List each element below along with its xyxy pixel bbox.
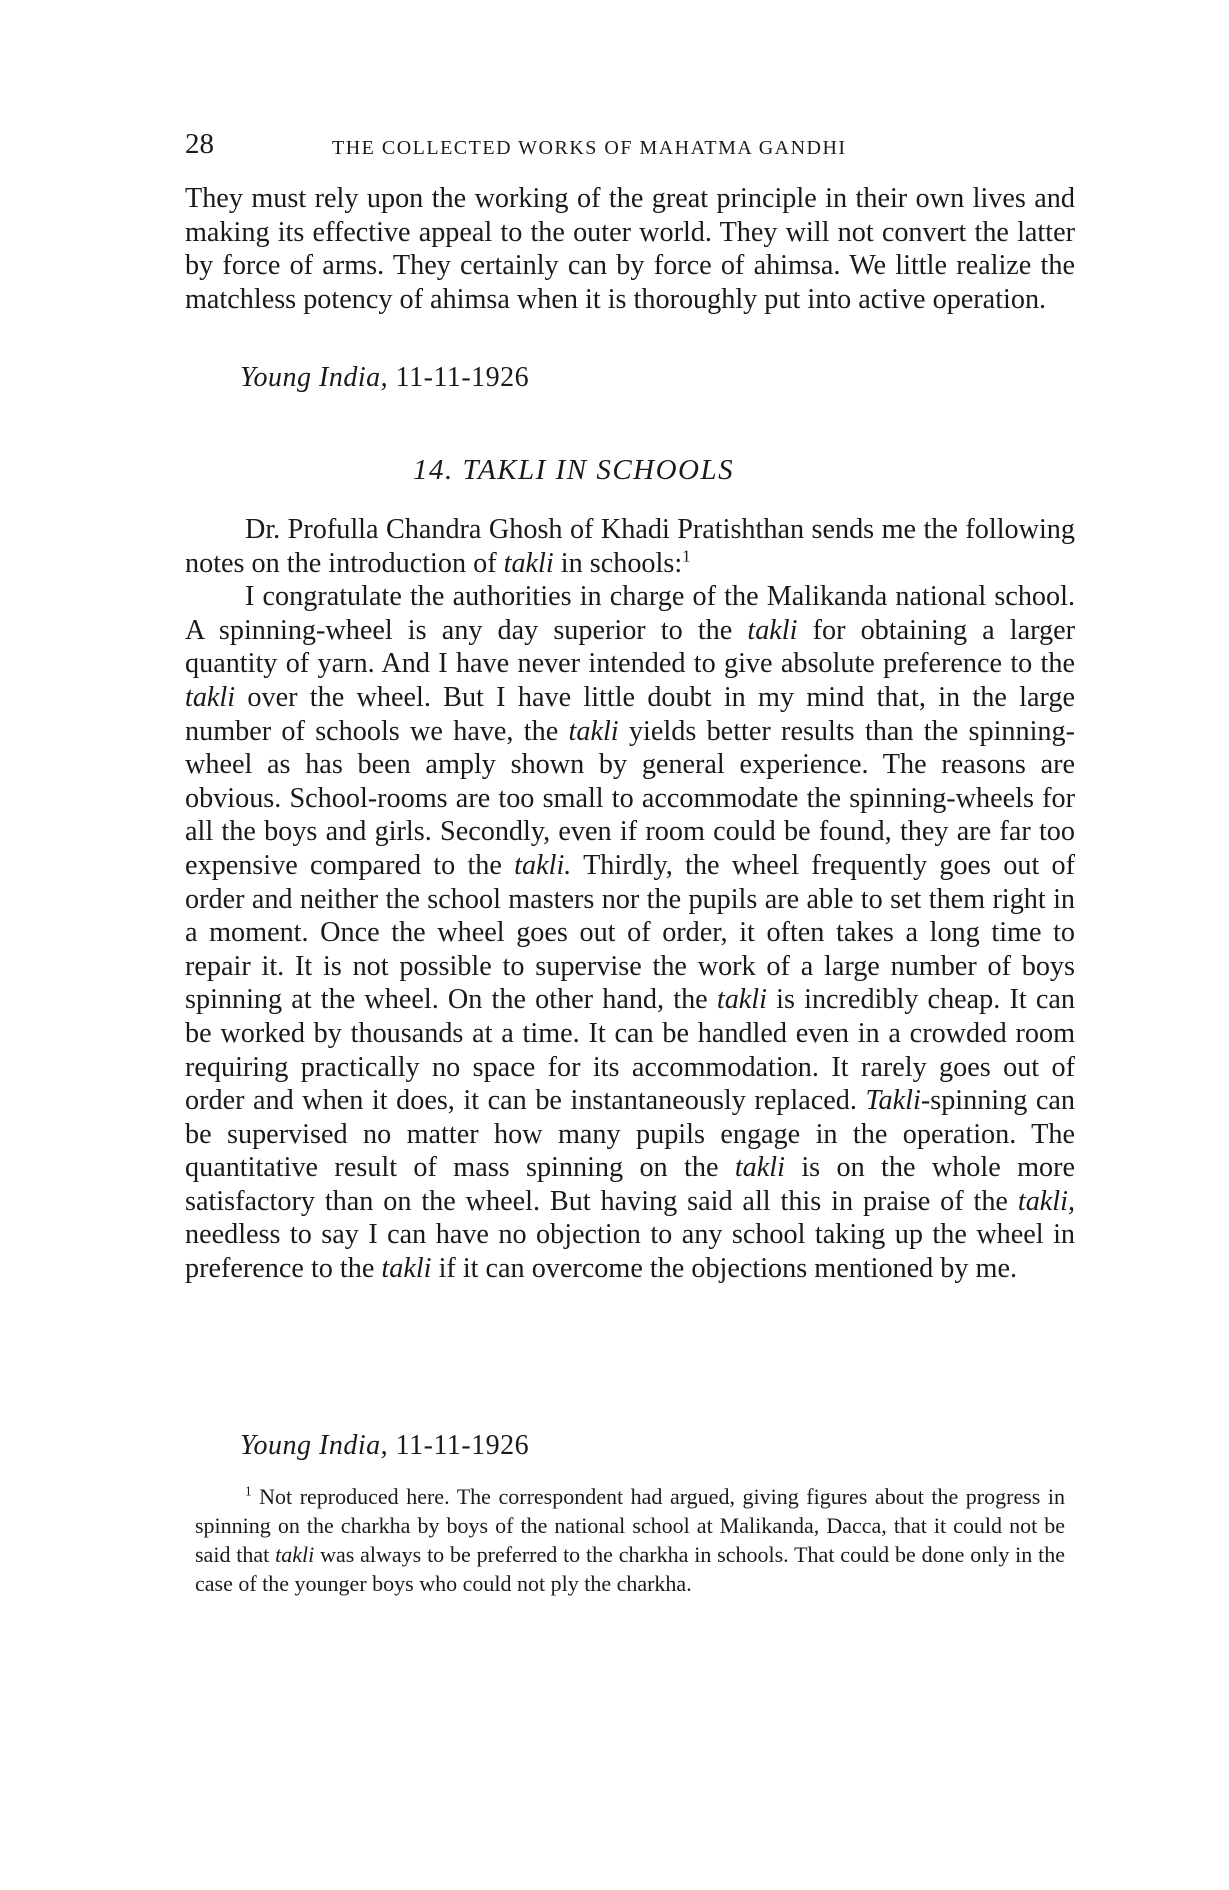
article-paragraph-1: Dr. Profulla Chandra Ghosh of Khadi Pratishthan sends me the following notes on the introduction of takli in schools:$^1$ bbox=[185, 514, 1075, 579]
article-source bbox=[240, 1430, 529, 1462]
continuation-paragraph bbox=[185, 182, 1075, 316]
source-date: 11-11-1926 bbox=[395, 1430, 530, 1461]
article-heading: 14. TAKLI IN SCHOOLS bbox=[413, 454, 735, 486]
footnote bbox=[195, 1482, 1065, 1598]
continuation-text: They must rely upon the working of the great principle in their own lives and making its effective appeal to the outer world. They will not convert the latter by force of arms. They certainly can by force of ahimsa. We little realize the matchless potency of ahimsa when it is thoroughly put into active operation. bbox=[185, 183, 1075, 315]
article-body bbox=[185, 513, 1075, 1286]
source-date: 11-11-1926 bbox=[395, 362, 530, 393]
continuation-source bbox=[240, 362, 529, 394]
running-head bbox=[185, 128, 1075, 168]
footnote-ref[interactable]: 1 bbox=[682, 546, 691, 566]
footnote-text: $^1$ Not reproduced here. The correspondent had argued, giving figures about the progress in spinning on the charkha by boys of the national school at Malikanda, Dacca, that it could not be said that takli was always to be preferred to the charkha in schools. That could be done only in the case of the younger boys who could not ply the charkha. bbox=[195, 1483, 1066, 1596]
source-publication: Young India, bbox=[240, 1430, 389, 1461]
footnote-marker: 1 bbox=[245, 1483, 252, 1499]
source-publication: Young India, bbox=[240, 362, 389, 393]
article-paragraph-2: I congratulate the authorities in charge of the Malikanda national school. A spinning-wheel is any day superior to the takli for obtaining a larger quantity of yarn. And I have never intended to give absolute preference to the takli over the wheel. But I have little doubt in my mind that, in the large number of schools we have, the takli yields better results than the spinning-wheel as has been amply shown by general experience. The reasons are obvious. School-rooms are too small to accommodate the spinning-wheels for all the boys and girls. Secondly, even if room could be found, they are far too expensive compared to the takli. Thirdly, the wheel frequently goes out of order and neither the school masters nor the pupils are able to set them right in a moment. Once the wheel goes out of order, it often takes a long time to repair it. It is not possible to supervise the work of a large number of boys spinning at the wheel. On the other hand, the takli is incredibly cheap. It can be worked by thousands at a time. It can be handled even in a crowded room requiring practically no space for its accommodation. It rarely goes out of order and when it does, it can be instantaneously replaced. Takli-spinning can be supervised no matter how many pupils engage in the operation. The quantitative result of mass spinning on the takli is on the whole more satisfactory than on the wheel. But having said all this in praise of the takli, needless to say I can have no objection to any school taking up the wheel in preference to the takli if it can overcome the objections mentioned by me. bbox=[185, 581, 1076, 1285]
running-title: THE COLLECTED WORKS OF MAHATMA GANDHI bbox=[332, 137, 847, 159]
page-number: 28 bbox=[185, 128, 214, 160]
